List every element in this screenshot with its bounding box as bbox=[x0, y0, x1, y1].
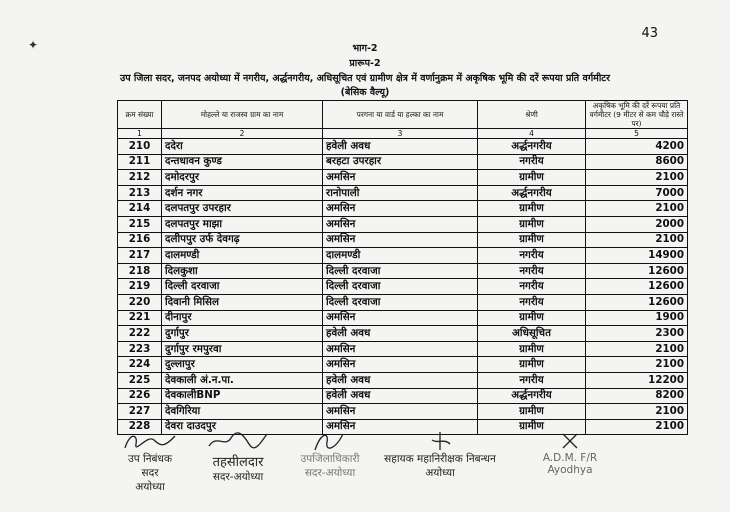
col-number: 4 bbox=[478, 129, 586, 139]
corner-mark-icon: ✦ bbox=[28, 38, 39, 52]
cell-pargana: हवेली अवध bbox=[323, 388, 478, 404]
table-row bbox=[118, 404, 688, 420]
table-row bbox=[118, 357, 688, 373]
cell-rate: 2100 bbox=[586, 419, 688, 435]
signature-block-sub-registrar bbox=[110, 430, 190, 494]
cell-serial: 213 bbox=[118, 185, 162, 201]
form-heading: प्रारूप-2 bbox=[349, 58, 381, 69]
signature-title: उप निबंधक bbox=[127, 453, 173, 465]
cell-locality: दालमण्डी bbox=[162, 248, 323, 264]
cell-locality: दलपतपुर उपरहार bbox=[162, 201, 323, 217]
cell-serial: 214 bbox=[118, 201, 162, 217]
cell-category: नगरीय bbox=[478, 372, 586, 388]
cell-pargana: अमसिन bbox=[323, 404, 478, 420]
signature-scribble bbox=[120, 430, 180, 452]
cell-pargana: दिल्ली दरवाजा bbox=[323, 263, 478, 279]
cell-rate: 14900 bbox=[586, 248, 688, 264]
cell-category: अर्द्धनगरीय bbox=[478, 388, 586, 404]
col-header-category: श्रेणी bbox=[478, 101, 586, 129]
cell-rate: 2100 bbox=[586, 232, 688, 248]
cell-serial: 216 bbox=[118, 232, 162, 248]
cell-rate: 2000 bbox=[586, 216, 688, 232]
table-row bbox=[118, 341, 688, 357]
cell-pargana: दिल्ली दरवाजा bbox=[323, 294, 478, 310]
cell-locality: दीनापुर bbox=[162, 310, 323, 326]
cell-pargana: रानोपाली bbox=[323, 185, 478, 201]
cell-category: नगरीय bbox=[478, 248, 586, 264]
cell-serial: 215 bbox=[118, 216, 162, 232]
cell-serial: 211 bbox=[118, 154, 162, 170]
cell-locality: दिवानी मिसिल bbox=[162, 294, 323, 310]
table-row bbox=[118, 154, 688, 170]
cell-rate: 4200 bbox=[586, 139, 688, 155]
signature-place: सदर-अयोध्या bbox=[212, 471, 264, 483]
cell-category: ग्रामीण bbox=[478, 357, 586, 373]
cell-serial: 218 bbox=[118, 263, 162, 279]
cell-serial: 220 bbox=[118, 294, 162, 310]
cell-locality: दलपतपुर माझा bbox=[162, 216, 323, 232]
cell-category: ग्रामीण bbox=[478, 216, 586, 232]
signature-scribble bbox=[555, 430, 585, 452]
signature-block-sdm bbox=[290, 430, 370, 480]
table-row bbox=[118, 232, 688, 248]
page-subtitle: (बेसिक वैल्यू) bbox=[340, 87, 390, 98]
cell-category: ग्रामीण bbox=[478, 201, 586, 217]
cell-pargana: हवेली अवध bbox=[323, 139, 478, 155]
cell-serial: 217 bbox=[118, 248, 162, 264]
cell-serial: 219 bbox=[118, 279, 162, 295]
cell-locality: दुर्गापुर रमपुरवा bbox=[162, 341, 323, 357]
table-row bbox=[118, 388, 688, 404]
cell-locality: देवगिरिया bbox=[162, 404, 323, 420]
cell-rate: 2100 bbox=[586, 341, 688, 357]
col-number: 3 bbox=[323, 129, 478, 139]
cell-serial: 221 bbox=[118, 310, 162, 326]
cell-serial: 225 bbox=[118, 372, 162, 388]
cell-pargana: हवेली अवध bbox=[323, 372, 478, 388]
cell-locality: देवरा दाउदपुर bbox=[162, 419, 323, 435]
cell-category: अधिसूचित bbox=[478, 326, 586, 342]
cell-rate: 12200 bbox=[586, 372, 688, 388]
cell-category: ग्रामीण bbox=[478, 341, 586, 357]
cell-locality: दलीपपुर उर्फ देवगढ़ bbox=[162, 232, 323, 248]
cell-locality: दुल्लापुर bbox=[162, 357, 323, 373]
cell-category: ग्रामीण bbox=[478, 170, 586, 186]
col-number: 5 bbox=[586, 129, 688, 139]
cell-category: नगरीय bbox=[478, 279, 586, 295]
cell-rate: 8200 bbox=[586, 388, 688, 404]
col-header-locality: मोहल्ले या राजस्व ग्राम का नाम bbox=[162, 101, 323, 129]
signature-title: उपजिलाधिकारी bbox=[300, 453, 360, 465]
cell-locality: दमोदरपुर bbox=[162, 170, 323, 186]
cell-pargana: दिल्ली दरवाजा bbox=[323, 279, 478, 295]
cell-category: ग्रामीण bbox=[478, 310, 586, 326]
cell-locality: दिलकुशा bbox=[162, 263, 323, 279]
cell-category: अर्द्धनगरीय bbox=[478, 185, 586, 201]
cell-pargana: अमसिन bbox=[323, 216, 478, 232]
cell-pargana: हवेली अवध bbox=[323, 326, 478, 342]
signature-place: अयोध्या bbox=[425, 467, 455, 479]
cell-pargana: दालमण्डी bbox=[323, 248, 478, 264]
page-number: 43 bbox=[641, 26, 658, 41]
cell-locality: दन्तधावन कुण्ड bbox=[162, 154, 323, 170]
signature-block-adm bbox=[530, 430, 610, 476]
cell-pargana: अमसिन bbox=[323, 170, 478, 186]
cell-pargana: बरहटा उपरहार bbox=[323, 154, 478, 170]
table-row bbox=[118, 216, 688, 232]
cell-category: अर्द्धनगरीय bbox=[478, 139, 586, 155]
table-row bbox=[118, 279, 688, 295]
cell-pargana: अमसिन bbox=[323, 232, 478, 248]
cell-serial: 228 bbox=[118, 419, 162, 435]
cell-rate: 8600 bbox=[586, 154, 688, 170]
part-heading: भाग-2 bbox=[352, 43, 378, 54]
cell-rate: 12600 bbox=[586, 263, 688, 279]
cell-rate: 1900 bbox=[586, 310, 688, 326]
cell-pargana: अमसिन bbox=[323, 419, 478, 435]
cell-category: ग्रामीण bbox=[478, 419, 586, 435]
cell-serial: 227 bbox=[118, 404, 162, 420]
table-row bbox=[118, 248, 688, 264]
page-title: उप जिला सदर, जनपद अयोध्या में नगरीय, अर्द्धनगरीय, अधिसूचित एवं ग्रामीण क्षेत्र में वर्णानुक्रम में अकृषिक भूमि की दरें रूपया प्रति वर्गमीटर bbox=[120, 73, 610, 84]
cell-rate: 12600 bbox=[586, 294, 688, 310]
col-header-rate: अकृषिक भूमि की दरें रूपया प्रति वर्गमीटर (9 मीटर से कम चौड़े रास्ते पर) bbox=[586, 101, 688, 129]
cell-category: नगरीय bbox=[478, 154, 586, 170]
cell-category: नगरीय bbox=[478, 263, 586, 279]
cell-rate: 2100 bbox=[586, 170, 688, 186]
signature-title: तहसीलदार bbox=[212, 455, 264, 470]
cell-serial: 212 bbox=[118, 170, 162, 186]
col-header-serial: क्रम संख्या bbox=[118, 101, 162, 129]
signature-city: अयोध्या bbox=[135, 481, 165, 493]
cell-locality: देवकालीBNP bbox=[162, 388, 323, 404]
cell-serial: 210 bbox=[118, 139, 162, 155]
col-header-pargana: परगना या वार्ड या हल्का का नाम bbox=[323, 101, 478, 129]
table-row bbox=[118, 185, 688, 201]
table-row bbox=[118, 263, 688, 279]
cell-locality: दर्शन नगर bbox=[162, 185, 323, 201]
signature-place: सदर-अयोध्या bbox=[304, 467, 356, 479]
cell-rate: 7000 bbox=[586, 185, 688, 201]
cell-rate: 2300 bbox=[586, 326, 688, 342]
signature-title: सहायक महानिरीक्षक निबन्धन bbox=[384, 453, 496, 465]
col-number: 2 bbox=[162, 129, 323, 139]
cell-category: ग्रामीण bbox=[478, 232, 586, 248]
table-row bbox=[118, 372, 688, 388]
cell-locality: दिल्ली दरवाजा bbox=[162, 279, 323, 295]
cell-serial: 222 bbox=[118, 326, 162, 342]
cell-locality: दुर्गापुर bbox=[162, 326, 323, 342]
table-header-row bbox=[118, 101, 688, 129]
signature-scribble bbox=[203, 430, 273, 452]
cell-category: नगरीय bbox=[478, 294, 586, 310]
cell-serial: 224 bbox=[118, 357, 162, 373]
signature-block-aig bbox=[370, 430, 510, 480]
cell-pargana: अमसिन bbox=[323, 201, 478, 217]
table-row bbox=[118, 294, 688, 310]
cell-pargana: अमसिन bbox=[323, 310, 478, 326]
cell-serial: 223 bbox=[118, 341, 162, 357]
cell-rate: 2100 bbox=[586, 404, 688, 420]
column-number-row bbox=[118, 129, 688, 139]
table-row bbox=[118, 170, 688, 186]
cell-rate: 2100 bbox=[586, 357, 688, 373]
cell-locality: ददेरा bbox=[162, 139, 323, 155]
table-row bbox=[118, 139, 688, 155]
table-row bbox=[118, 326, 688, 342]
cell-serial: 226 bbox=[118, 388, 162, 404]
signature-scribble bbox=[305, 430, 355, 452]
cell-rate: 2100 bbox=[586, 201, 688, 217]
col-number: 1 bbox=[118, 129, 162, 139]
signature-title: A.D.M. F/R bbox=[542, 452, 598, 464]
table-row bbox=[118, 310, 688, 326]
cell-category: ग्रामीण bbox=[478, 404, 586, 420]
signature-place: Ayodhya bbox=[547, 464, 593, 476]
signature-place: सदर bbox=[141, 467, 159, 479]
cell-rate: 12600 bbox=[586, 279, 688, 295]
cell-locality: देवकाली अं.न.पा. bbox=[162, 372, 323, 388]
signature-scribble bbox=[420, 430, 460, 452]
signature-block-tehsildar bbox=[196, 430, 280, 484]
rates-table bbox=[117, 100, 688, 435]
table-row bbox=[118, 201, 688, 217]
cell-pargana: अमसिन bbox=[323, 341, 478, 357]
cell-pargana: अमसिन bbox=[323, 357, 478, 373]
